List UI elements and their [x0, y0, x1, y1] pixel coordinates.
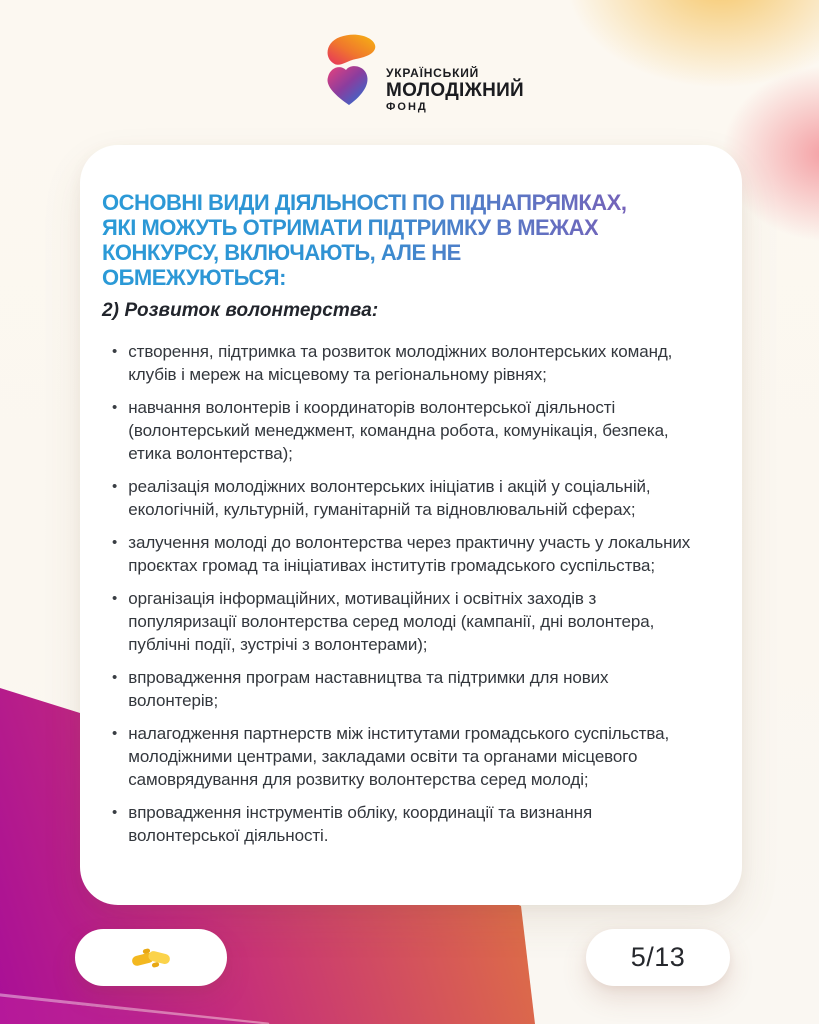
bullet-marker: • — [112, 725, 118, 742]
section-subheading: 2) Розвиток волонтерства: — [102, 300, 379, 321]
bullet-text: налагодження партнерств між інститутами громадського суспільства, молодіжними центрами, закладами освіти та органами місцевого самоврядування для розвитку волонтерства серед молоді; — [128, 724, 670, 789]
page-indicator-badge — [586, 929, 730, 986]
bullet-marker: • — [112, 534, 118, 551]
bullet-text: навчання волонтерів і координаторів волонтерської діяльності (волонтерський менеджмент, командна робота, комунікація, безпека, етика волонтерства); — [128, 398, 669, 463]
handshake-icon — [131, 944, 171, 972]
list-item — [112, 587, 704, 656]
bullet-text: залучення молоді до волонтерства через практичну участь у локальних проєктах громад та ініціативах інститутів громадського суспільства; — [128, 533, 691, 575]
bullet-marker: • — [112, 804, 118, 821]
list-item — [112, 396, 704, 465]
bullet-marker: • — [112, 399, 118, 416]
page-title-line: ЯКІ МОЖУТЬ ОТРИМАТИ ПІДТРИМКУ В МЕЖАХ — [102, 215, 599, 240]
bullet-text: впровадження інструментів обліку, координації та визнання волонтерської діяльності. — [128, 803, 593, 845]
bullet-text: організація інформаційних, мотиваційних і освітніх заходів з популяризації волонтерства серед молоді (кампанії, дні волонтера, публічні події, зустрічі з волонтерами); — [128, 589, 655, 654]
logo-word-molodizhnyi: МОЛОДІЖНИЙ — [386, 80, 525, 101]
handshake-badge — [75, 929, 227, 986]
bullet-marker: • — [112, 669, 118, 686]
bullet-text: впровадження програм наставництва та підтримки для нових волонтерів; — [128, 668, 609, 710]
logo-word-fond: ФОНД — [386, 101, 428, 113]
bullet-marker: • — [112, 590, 118, 607]
bullet-marker: • — [112, 343, 118, 360]
page-indicator: 5/13 — [630, 942, 686, 972]
list-item — [112, 340, 704, 386]
list-item — [112, 722, 704, 791]
youth-fund-logo-icon — [322, 33, 379, 106]
bullet-marker: • — [112, 478, 118, 495]
page-title-line: ОСНОВНІ ВИДИ ДІЯЛЬНОСТІ ПО ПІДНАПРЯМКАХ, — [102, 190, 627, 215]
bullet-list — [102, 340, 704, 847]
list-item — [112, 531, 704, 577]
list-item — [112, 666, 704, 712]
bullet-text: реалізація молодіжних волонтерських ініціатив і акцій у соціальній, екологічній, культурній, гуманітарній та відновлювальній сферах; — [128, 477, 651, 519]
page-title — [102, 190, 704, 290]
logo-wordmark — [386, 67, 524, 114]
list-item — [112, 475, 704, 521]
page-title-line: КОНКУРСУ, ВКЛЮЧАЮТЬ, АЛЕ НЕ — [102, 240, 461, 265]
logo — [322, 33, 524, 114]
logo-word-ukrainskyi: УКРАЇНСЬКИЙ — [386, 66, 480, 80]
list-item — [112, 801, 704, 847]
bullet-text: створення, підтримка та розвиток молодіжних волонтерських команд, клубів і мереж на місцевому та регіональному рівнях; — [128, 342, 673, 384]
page-title-line: ОБМЕЖУЮТЬСЯ: — [102, 265, 286, 290]
content-card — [80, 145, 742, 905]
